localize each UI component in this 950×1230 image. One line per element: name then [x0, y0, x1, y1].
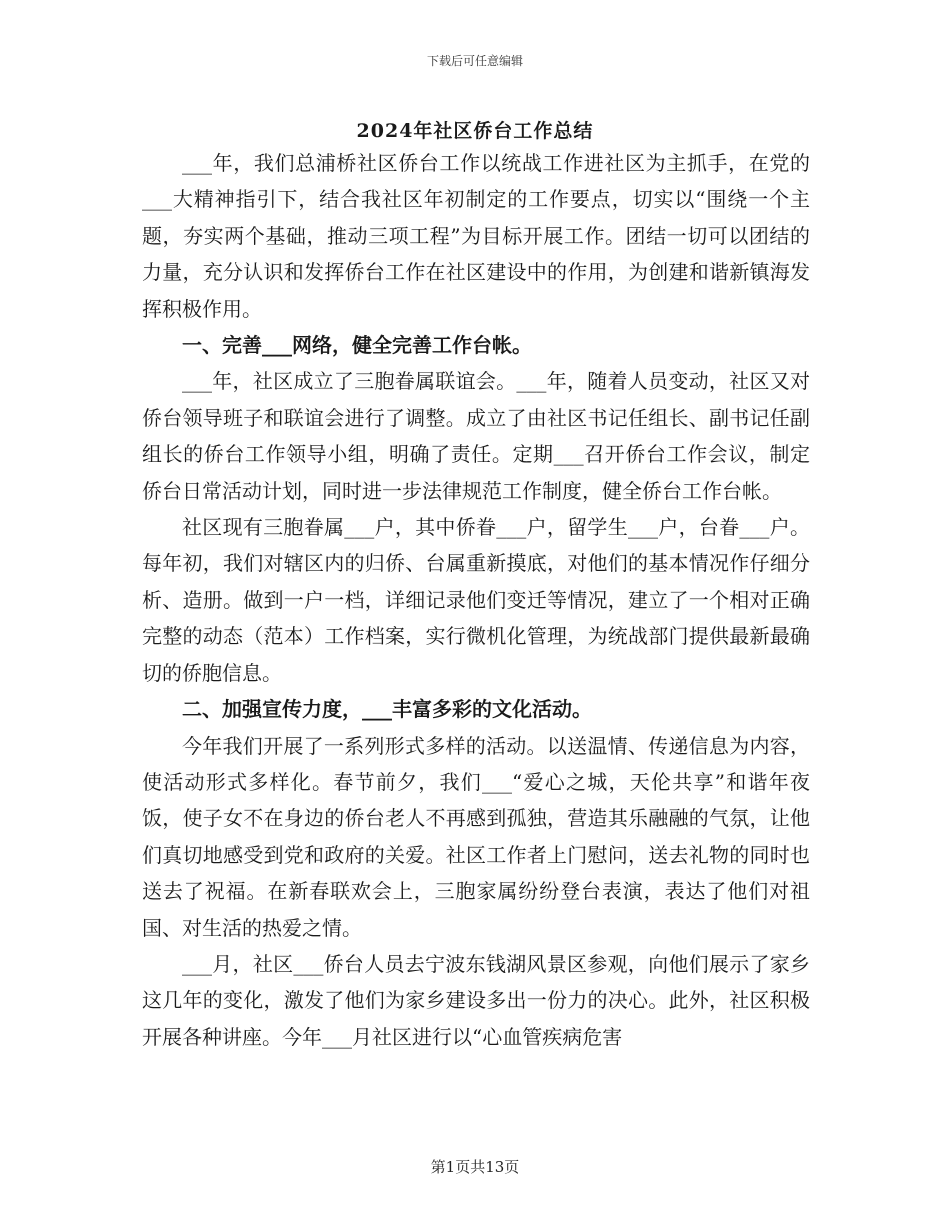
body-paragraph-5: ___月，社区___侨台人员去宁波东钱湖风景区参观，向他们展示了家乡这几年的变化，激发了他们为家乡建设多出一份力的决心。此外，社区积极开展各种讲座。今年___月社区进行以“心血管疾病危害	[142, 951, 810, 1049]
section-heading-2: 二、加强宣传力度，___丰富多彩的文化活动。	[182, 697, 592, 722]
body-paragraph-4: 今年我们开展了一系列形式多样的活动。以送温情、传递信息为内容，使活动形式多样化。春节前夕，我们___“爱心之城，天伦共享”和谐年夜饭，使子女不在身边的侨台老人不再感到孤独，营造其乐融融的气氛，让他们真切地感受到党和政府的关爱。社区工作者上门慰问，送去礼物的同时也送去了祝福。在新春联欢会上，三胞家属纷纷登台表演，表达了他们对祖国、对生活的热爱之情。	[142, 733, 810, 940]
page-number-footer: 第1页共13页	[430, 1158, 520, 1176]
document-body	[142, 145, 810, 1055]
section-heading-1: 一、完善___网络，健全完善工作台帐。	[182, 333, 532, 358]
body-paragraph-2: ___年，社区成立了三胞眷属联谊会。___年，随着人员变动，社区又对侨台领导班子和联谊会进行了调整。成立了由社区书记任组长、副书记任副组长的侨台工作领导小组，明确了责任。定期___召开侨台工作会议，制定侨台日常活动计划，同时进一步法律规范工作制度，健全侨台工作台帐。	[142, 369, 810, 503]
body-paragraph-3: 社区现有三胞眷属___户，其中侨眷___户，留学生___户，台眷___户。每年初，我们对辖区内的归侨、台属重新摸底，对他们的基本情况作仔细分析、造册。做到一户一档，详细记录他们变迁等情况，建立了一个相对正确完整的动态（范本）工作档案，实行微机化管理，为统战部门提供最新最确切的侨胞信息。	[142, 515, 810, 685]
page-header-watermark: 下载后可任意编辑	[426, 54, 523, 68]
body-paragraph-1: ___年，我们总浦桥社区侨台工作以统战工作进社区为主抓手，在党的___大精神指引下，结合我社区年初制定的工作要点，切实以“围绕一个主题，夯实两个基础，推动三项工程”为目标开展工作。团结一切可以团结的力量，充分认识和发挥侨台工作在社区建设中的作用，为创建和谐新镇海发挥积极作用。	[142, 151, 810, 321]
document-title: 2024年社区侨台工作总结	[356, 120, 594, 142]
